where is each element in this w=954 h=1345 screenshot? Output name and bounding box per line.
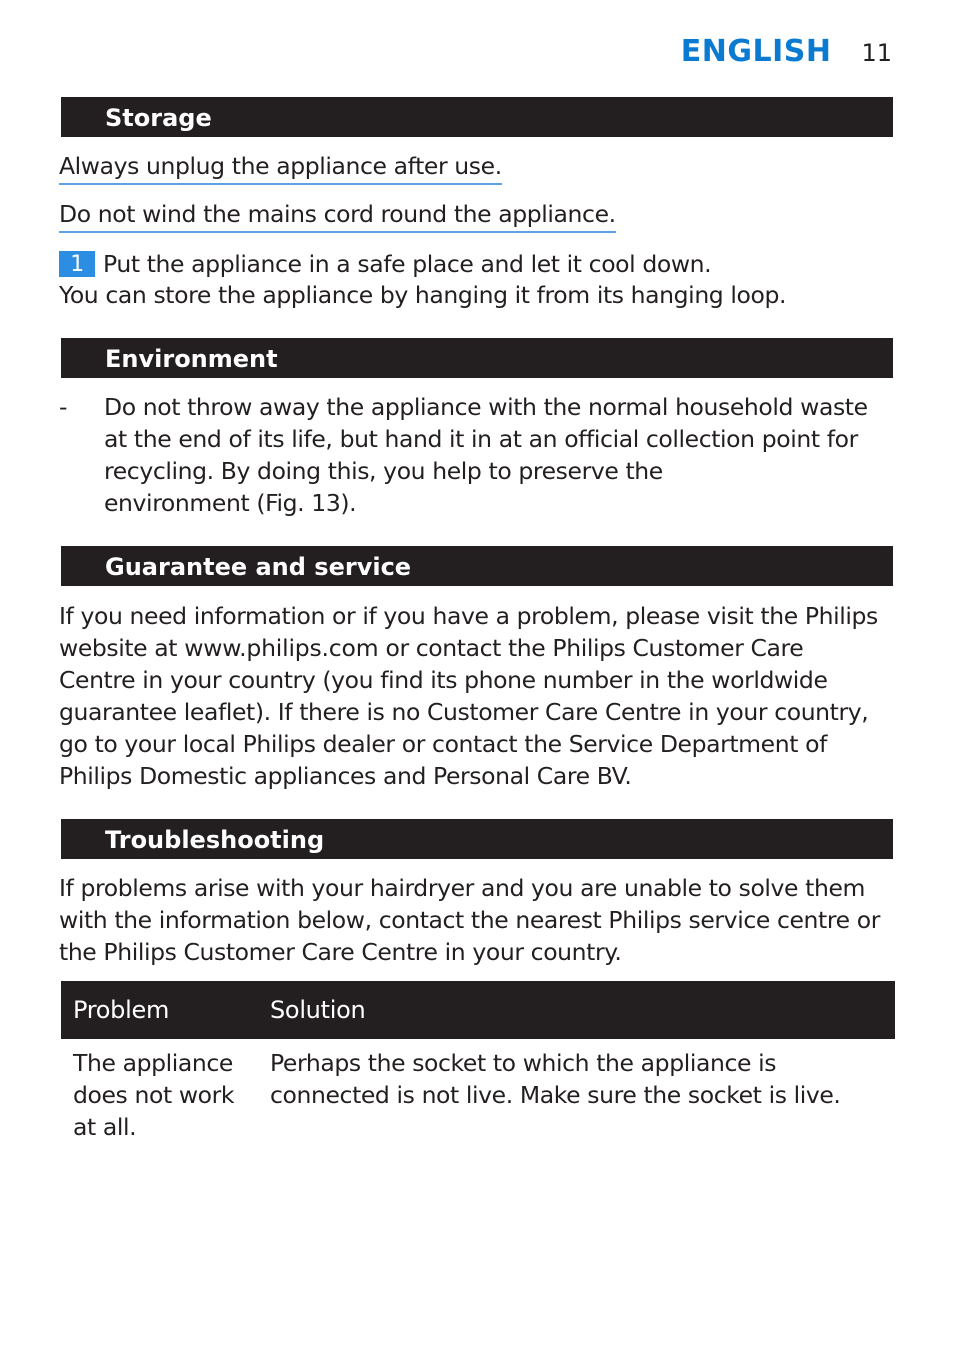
- cell-line: does not work: [73, 1081, 235, 1109]
- paragraph-line: Philips Domestic appliances and Personal Care BV.: [59, 762, 632, 790]
- guarantee-paragraph: [59, 600, 878, 792]
- text-fragment: or contact the Philips Customer Care: [378, 634, 804, 662]
- environment-bullet: [59, 391, 67, 423]
- paragraph-line: environment (Fig. 13).: [104, 489, 357, 517]
- guarantee-heading: Guarantee and service: [61, 546, 893, 586]
- paragraph-line: the Philips Customer Care Centre in your country.: [59, 938, 622, 966]
- storage-heading: Storage: [61, 97, 893, 137]
- text-fragment: website at: [59, 634, 185, 662]
- cell-line: Perhaps the socket to which the appliance is: [270, 1049, 777, 1077]
- paragraph-line: guarantee leaflet). If there is no Customer Care Centre in your country,: [59, 698, 869, 726]
- paragraph-line: If problems arise with your hairdryer and you are unable to solve them: [59, 874, 866, 902]
- paragraph-line: go to your local Philips dealer or contact the Service Department of: [59, 730, 827, 758]
- paragraph-line: at the end of its life, but hand it in at an official collection point for: [104, 425, 858, 453]
- page-header: [681, 34, 892, 69]
- warning-text: Do not wind the mains cord round the appliance.: [59, 200, 616, 233]
- dash-bullet: -: [59, 393, 68, 421]
- cell-line: at all.: [73, 1113, 137, 1141]
- table-header: [61, 981, 895, 1039]
- troubleshooting-table: [61, 981, 895, 1143]
- environment-heading: Environment: [61, 338, 893, 378]
- paragraph-line: If you need information or if you have a problem, please visit the Philips: [59, 602, 878, 630]
- solution-cell: [270, 1047, 841, 1143]
- cell-line: The appliance: [73, 1049, 233, 1077]
- paragraph-line: Centre in your country (you find its phone number in the worldwide: [59, 666, 828, 694]
- header-problem: Problem: [73, 996, 170, 1024]
- troubleshooting-intro: [59, 872, 880, 968]
- problem-cell: [61, 1047, 270, 1143]
- cell-line: connected is not live. Make sure the socket is live.: [270, 1081, 841, 1109]
- troubleshooting-heading: Troubleshooting: [61, 819, 893, 859]
- philips-website-link[interactable]: www.philips.com: [184, 634, 379, 662]
- step-text: Put the appliance in a safe place and let it cool down.: [103, 250, 712, 278]
- storage-step-1: [59, 248, 711, 280]
- paragraph-line: recycling. By doing this, you help to preserve the: [104, 457, 663, 485]
- step-number-badge: 1: [59, 251, 95, 277]
- paragraph-line: with the information below, contact the nearest Philips service centre or: [59, 906, 880, 934]
- environment-paragraph: [104, 391, 868, 519]
- storage-warning-1: [59, 150, 502, 182]
- language-label: ENGLISH: [680, 34, 832, 69]
- table-row: [61, 1039, 895, 1143]
- storage-warning-2: [59, 198, 616, 230]
- storage-note: You can store the appliance by hanging it from its hanging loop.: [59, 281, 787, 309]
- paragraph-line: Do not throw away the appliance with the normal household waste: [104, 393, 868, 421]
- warning-text: Always unplug the appliance after use.: [59, 152, 502, 185]
- header-solution: Solution: [270, 996, 366, 1024]
- paragraph-line: [59, 632, 878, 664]
- page-number: 11: [861, 39, 892, 67]
